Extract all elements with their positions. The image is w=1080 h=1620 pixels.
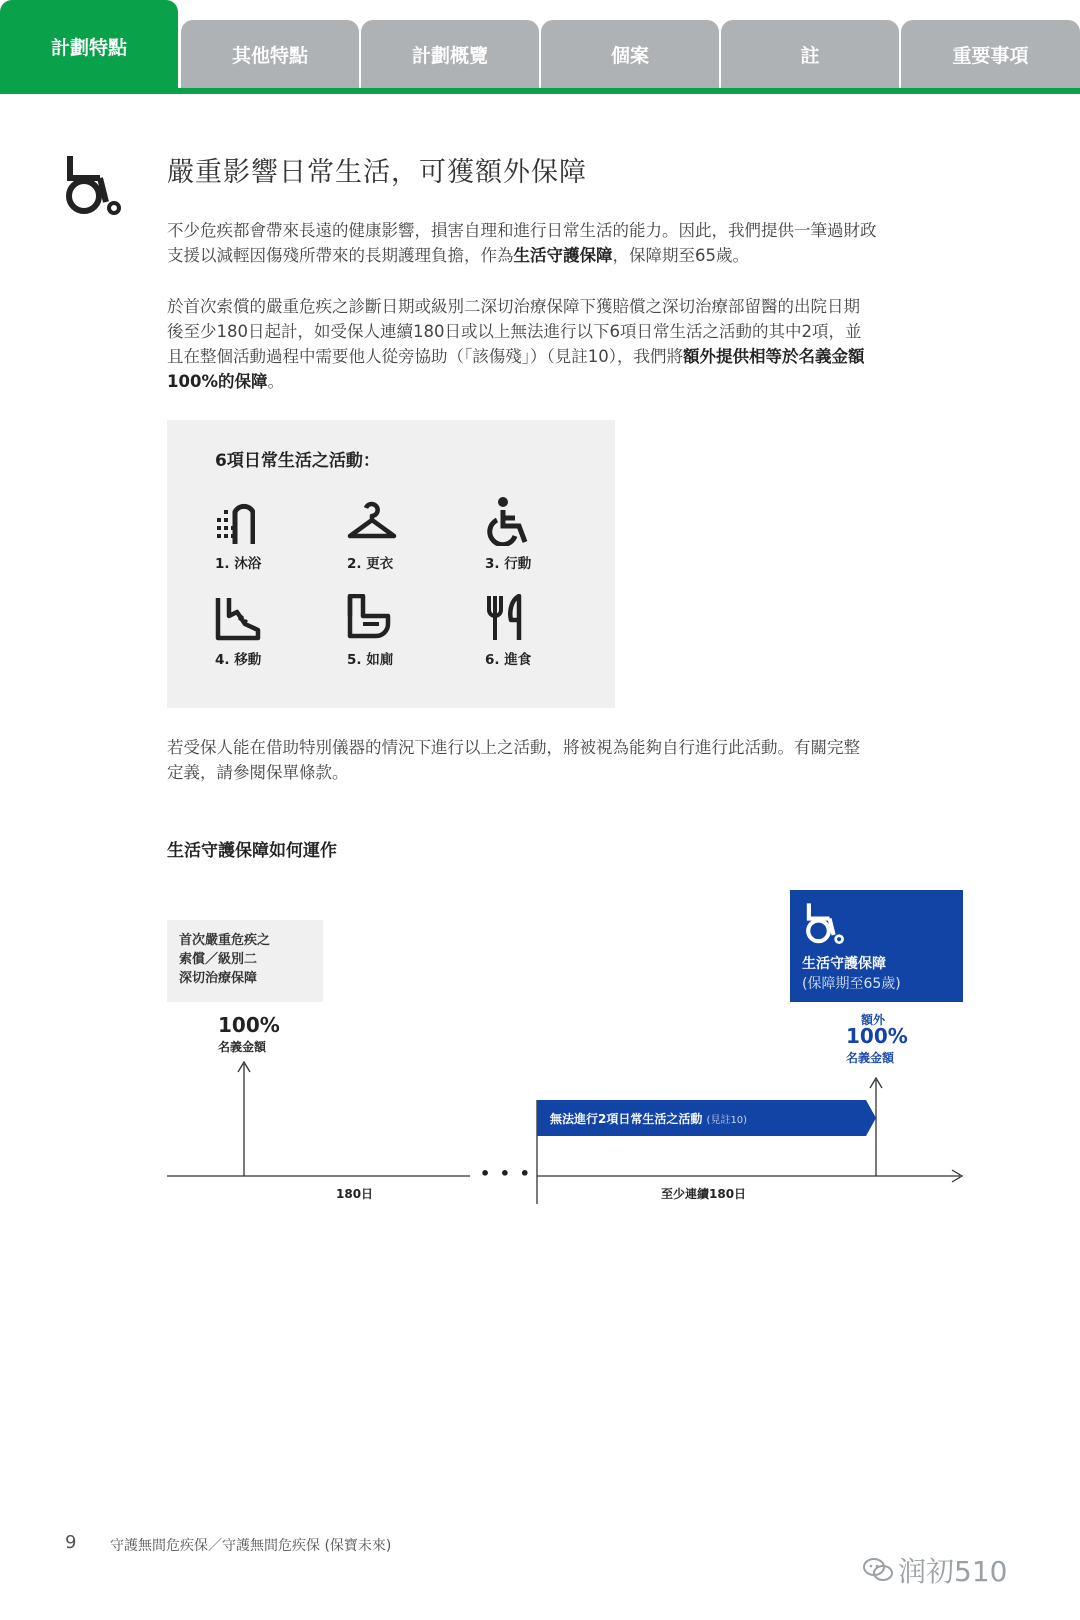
period-180-days: 180日 <box>336 1187 374 1201</box>
adl-label-transfer: 4. 移動 <box>215 652 262 668</box>
watermark: 润初510 <box>898 1555 1008 1588</box>
intro-paragraph: 不少危疾都會帶來長遠的健康影響，損害自理和進行日常生活的能力。因此，我們提供一筆過財政 支援以減輕因傷殘所帶來的長期護理負擔，作為生活守護保障，保障期至65歲。 <box>167 221 877 265</box>
tab-cases[interactable]: 個案 <box>541 20 719 88</box>
adl-label-feeding: 6. 進食 <box>485 652 532 668</box>
disability-arrow-text: 無法進行2項日常生活之活動 (見註10) <box>550 1112 748 1126</box>
timeline-diagram <box>0 1050 1080 1210</box>
adl-panel <box>167 420 615 708</box>
cutlery-icon <box>485 594 525 642</box>
shower-icon <box>215 498 255 546</box>
wheelchair-icon <box>802 902 846 946</box>
tab-notes[interactable]: 註 <box>721 20 899 88</box>
tab-underline <box>0 88 1080 94</box>
life-protection-period: (保障期至65歲) <box>802 976 901 992</box>
extra-label: 額外 <box>861 1013 886 1027</box>
diagram-title: 生活守護保障如何運作 <box>167 841 337 861</box>
adl-item-feeding <box>485 594 585 668</box>
tab-plan-overview[interactable]: 計劃概覽 <box>361 20 539 88</box>
tab-bar <box>0 0 1080 96</box>
section-heading: 嚴重影響日常生活，可獲額外保障 <box>167 157 587 188</box>
extra-amount: 100% <box>846 1024 908 1048</box>
toilet-icon <box>347 594 391 642</box>
device-paragraph: 若受保人能在借助特別儀器的情況下進行以上之活動，將被視為能夠自行進行此活動。有關完整 定義，請參閱保單條款。 <box>167 738 860 782</box>
adl-item-bathing <box>215 498 315 572</box>
condition-paragraph: 於首次索償的嚴重危疾之診斷日期或級別二深切治療保障下獲賠償之深切治療部留醫的出院日期 後至少180日起計，如受保人連續180日或以上無法進行以下6項日常生活之活動的其中2項，並 且在整個活動過程中需要他人從旁協助（「該傷殘」）（見註10），我們將額外提供相等於名義金額 100%的保障。 <box>167 297 865 391</box>
adl-item-transfer <box>215 596 315 668</box>
timeline-ellipsis: • • • <box>480 1164 532 1183</box>
adl-label-bathing: 1. 沐浴 <box>215 556 262 572</box>
tab-plan-features[interactable]: 計劃特點 <box>0 0 178 92</box>
first-claim-box: 首次嚴重危疾之 索償／級別二 深切治療保障 <box>167 920 323 1002</box>
wechat-icon <box>862 1556 894 1584</box>
life-protection-term: 生活守護保障 <box>513 246 613 265</box>
footer-product-name: 守護無間危疾保／守護無間危疾保 (保寶未來) <box>110 1538 392 1554</box>
adl-item-toileting <box>347 594 447 668</box>
adl-label-dressing: 2. 更衣 <box>347 556 394 572</box>
accessible-icon <box>485 496 533 546</box>
first-amount: 100% <box>218 1013 280 1037</box>
extra-amount-label: 名義金額 <box>846 1051 895 1065</box>
adl-title: 6項日常生活之活動： <box>215 451 380 471</box>
life-protection-name: 生活守護保障 <box>802 956 886 972</box>
life-protection-box <box>790 890 963 1002</box>
tab-other-features[interactable]: 其他特點 <box>181 20 359 88</box>
wheelchair-icon <box>60 154 124 218</box>
page-number: 9 <box>65 1532 77 1553</box>
adl-label-mobility: 3. 行動 <box>485 556 532 572</box>
hanger-icon <box>347 498 397 546</box>
tab-important-matters[interactable]: 重要事項 <box>901 20 1080 88</box>
adl-item-dressing <box>347 498 447 572</box>
first-amount-label: 名義金額 <box>218 1040 267 1054</box>
period-at-least-180-days: 至少連續180日 <box>661 1187 747 1201</box>
adl-label-toileting: 5. 如廁 <box>347 652 394 668</box>
transfer-icon <box>215 596 261 642</box>
adl-item-mobility <box>485 496 585 572</box>
